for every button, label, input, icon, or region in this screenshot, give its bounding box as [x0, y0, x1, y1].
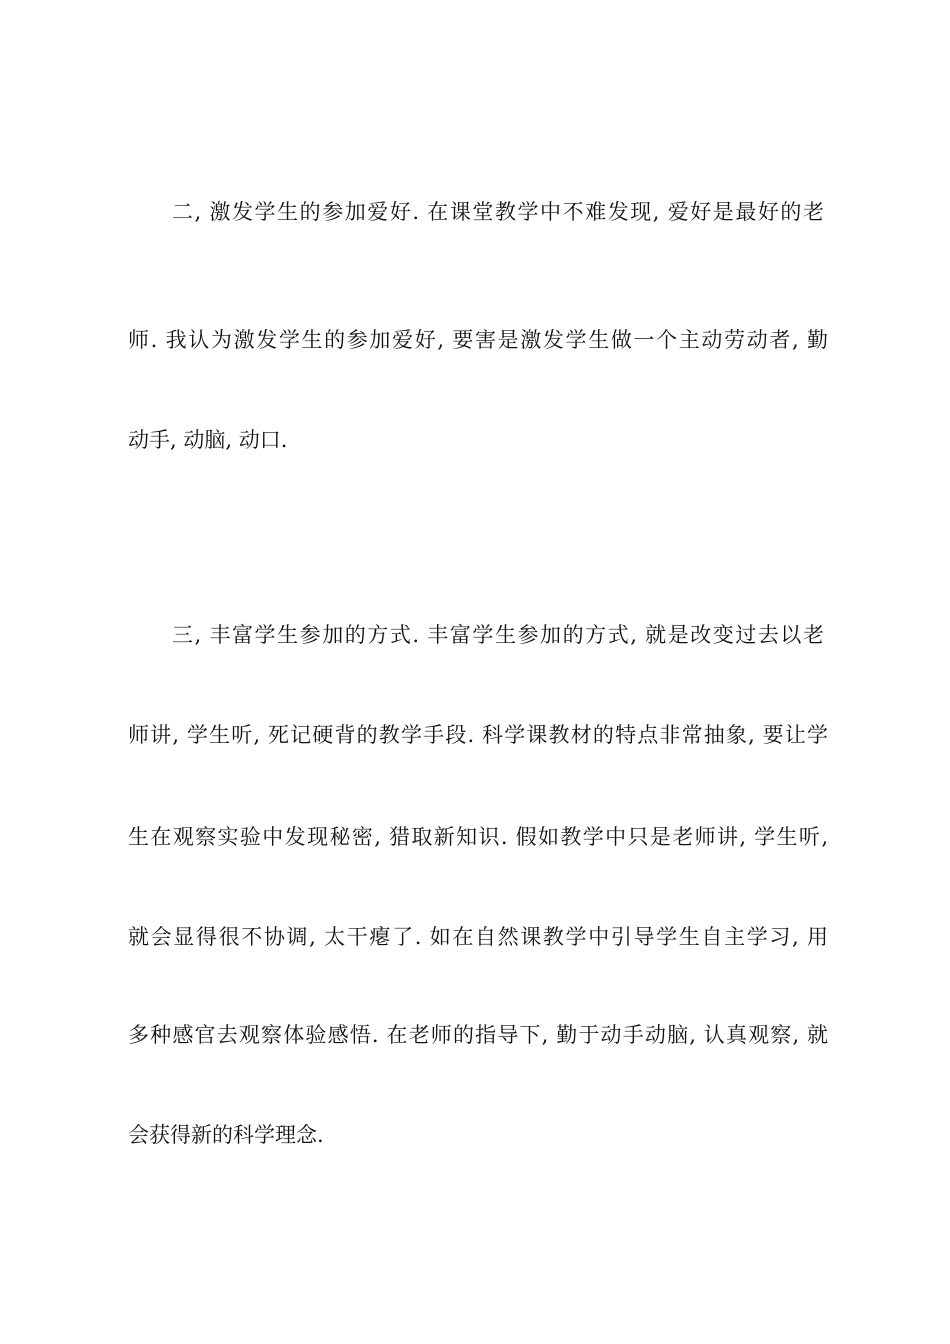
- paragraph-line: 动手, 动脑, 动口.: [128, 428, 288, 452]
- paragraph-line: 师. 我认为激发学生的参加爱好, 要害是激发学生做一个主动劳动者, 勤: [128, 328, 828, 352]
- paragraph-line: 二, 激发学生的参加爱好. 在课堂教学中不难发现, 爱好是最好的老: [172, 200, 824, 224]
- paragraph-line: 就会显得很不协调, 太干瘪了. 如在自然课教学中引导学生自主学习, 用: [128, 925, 828, 949]
- paragraph-line: 三, 丰富学生参加的方式. 丰富学生参加的方式, 就是改变过去以老: [172, 623, 824, 647]
- paragraph-line: 多种感官去观察体验感悟. 在老师的指导下, 勤于动手动脑, 认真观察, 就: [128, 1023, 828, 1047]
- paragraph-line: 生在观察实验中发现秘密, 猎取新知识. 假如教学中只是老师讲, 学生听,: [128, 825, 828, 849]
- paragraph-line: 师讲, 学生听, 死记硬背的教学手段. 科学课教材的特点非常抽象, 要让学: [128, 723, 828, 747]
- paragraph-line: 会获得新的科学理念.: [128, 1123, 324, 1147]
